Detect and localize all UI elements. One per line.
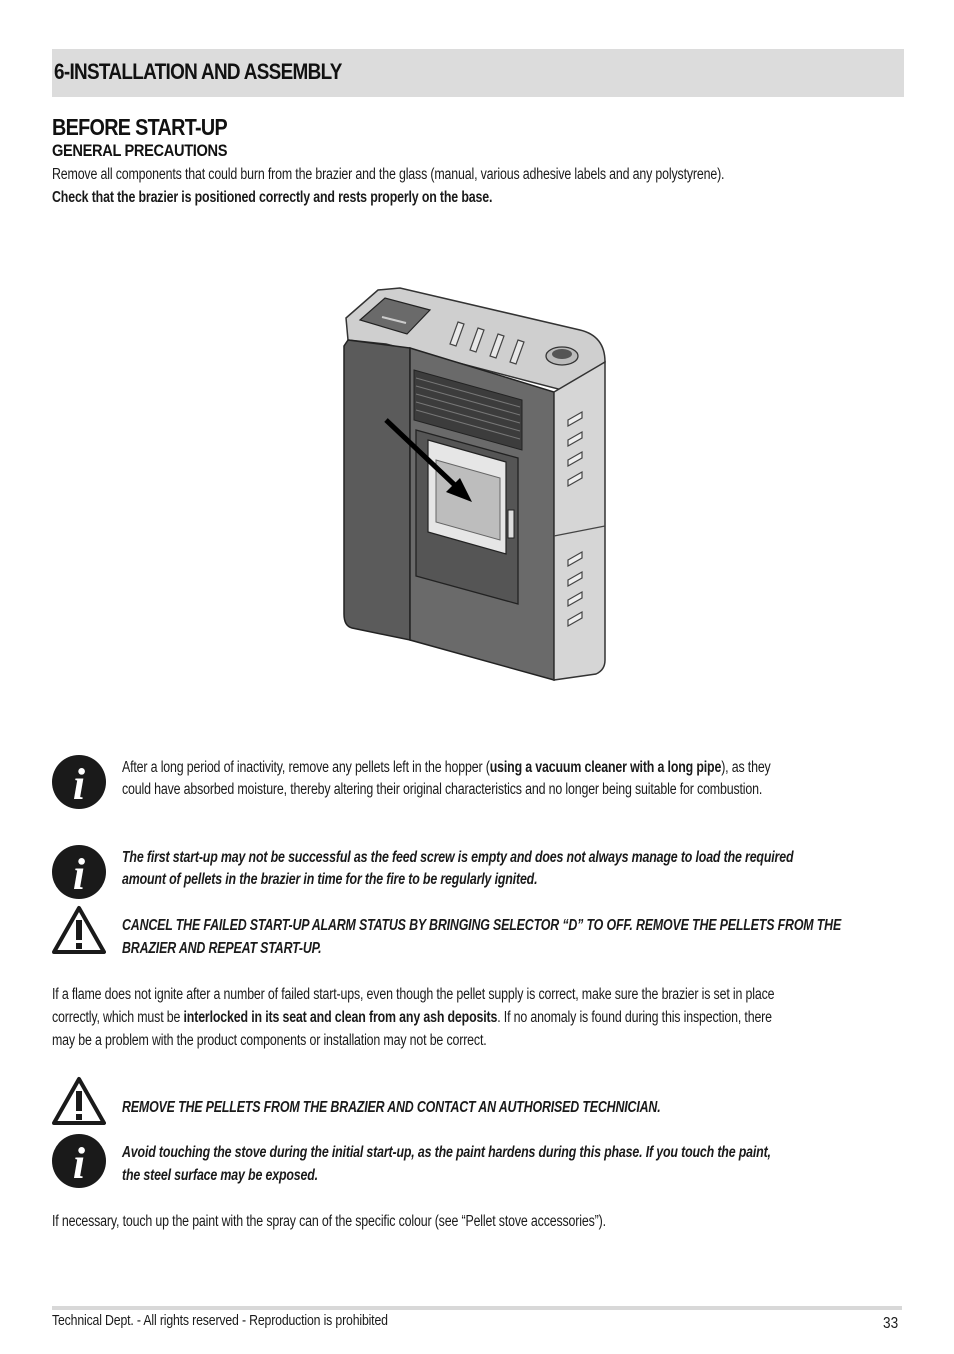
warning-contact-technician: REMOVE THE PELLETS FROM THE BRAZIER AND CONTACT AN AUTHORISED TECHNICIAN. bbox=[122, 1099, 661, 1116]
warning-cancel-line1: CANCEL THE FAILED START-UP ALARM STATUS BY BRINGING SELECTOR “D” TO OFF. REMOVE THE PELLETS FROM THE bbox=[122, 917, 842, 934]
svg-text:i: i bbox=[72, 760, 86, 809]
precautions-text: Remove all components that could burn from the brazier and the glass (manual, various adhesive labels and any polystyrene). bbox=[52, 166, 725, 183]
page-number: 33 bbox=[883, 1315, 899, 1332]
warning-icon bbox=[52, 1076, 106, 1126]
note-paint-line2: the steel surface may be exposed. bbox=[122, 1167, 318, 1184]
svg-text:i: i bbox=[72, 850, 86, 899]
section-title: 6-INSTALLATION AND ASSEMBLY bbox=[54, 59, 342, 84]
note-first-startup-line1: The first start-up may not be successful as the feed screw is empty and does not always manage to load the required bbox=[122, 849, 794, 866]
stove-illustration bbox=[330, 270, 620, 690]
failed-startups-line1: If a flame does not ignite after a number of failed start-ups, even though the pellet supply is correct, make sure the brazier is set in place bbox=[52, 986, 775, 1003]
touch-up-paint-text: If necessary, touch up the paint with the spray can of the specific colour (see “Pellet stove accessories”). bbox=[52, 1213, 606, 1230]
note-paint-line1: Avoid touching the stove during the initial start-up, as the paint hardens during this phase. If you touch the paint, bbox=[122, 1144, 771, 1161]
note-first-startup-line2: amount of pellets in the brazier in time for the fire to be regularly ignited. bbox=[122, 871, 538, 888]
precautions-bold-text: Check that the brazier is positioned correctly and rests properly on the base. bbox=[52, 189, 493, 206]
before-startup-title: BEFORE START-UP bbox=[52, 114, 228, 140]
failed-startups-line2: correctly, which must be interlocked in its seat and clean from any ash deposits. If no anomaly is found during this inspection, there bbox=[52, 1009, 772, 1026]
general-precautions-title: GENERAL PRECAUTIONS bbox=[52, 141, 228, 160]
info-icon bbox=[52, 755, 106, 809]
note-pellets-line2: could have absorbed moisture, thereby altering their original characteristics and no longer being suitable for combustion. bbox=[122, 781, 763, 798]
note-pellets-line1: After a long period of inactivity, remove any pellets left in the hopper (using a vacuum cleaner with a long pipe), as they bbox=[122, 759, 771, 776]
failed-startups-line3: may be a problem with the product components or installation may not be correct. bbox=[52, 1032, 487, 1049]
footer-divider bbox=[52, 1306, 902, 1310]
info-icon bbox=[52, 845, 106, 899]
info-icon bbox=[52, 1134, 106, 1188]
footer-copyright: Technical Dept. - All rights reserved - Reproduction is prohibited bbox=[52, 1312, 388, 1329]
svg-text:i: i bbox=[72, 1139, 86, 1188]
warning-cancel-line2: BRAZIER AND REPEAT START-UP. bbox=[122, 940, 322, 957]
warning-icon bbox=[52, 905, 106, 955]
